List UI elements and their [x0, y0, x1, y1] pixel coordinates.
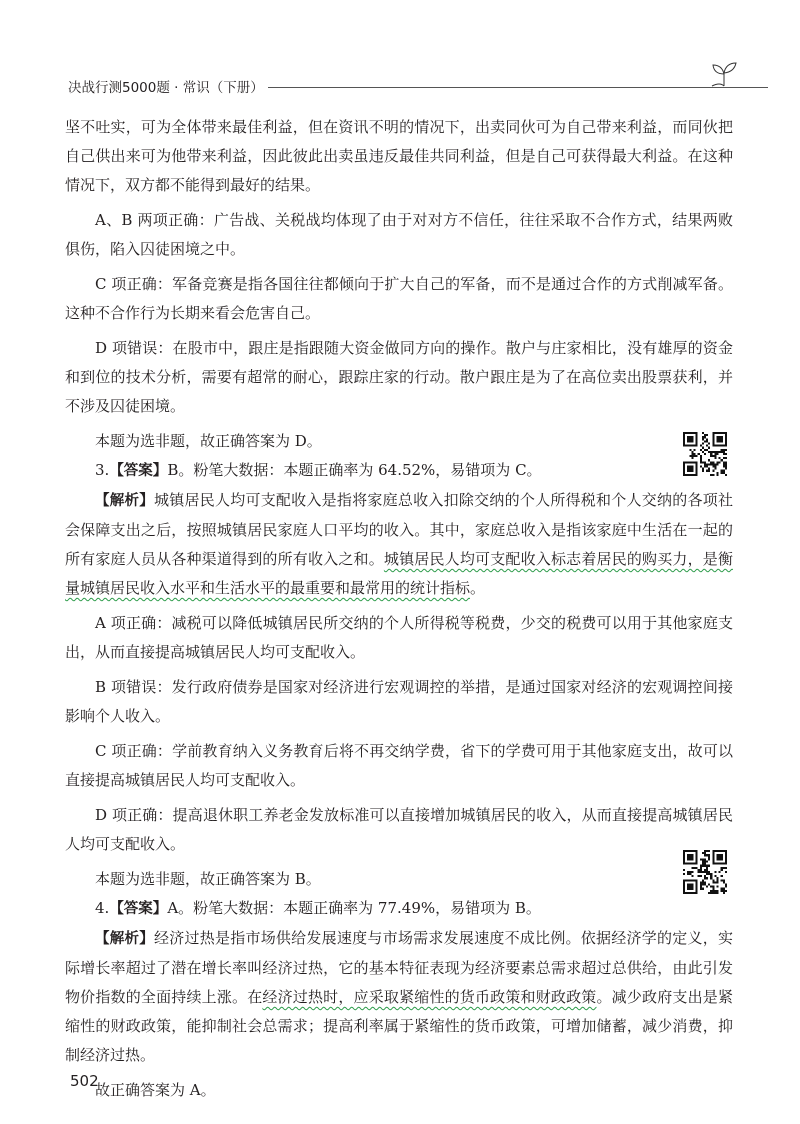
paragraph: B 项错误：发行政府债券是国家对经济进行宏观调控的举措，是通过国家对经济的宏观调控间接影响个人收入。 [65, 678, 733, 725]
qr-code-icon[interactable] [683, 850, 727, 894]
paragraph: D 项正确：提高退休职工养老金发放标准可以直接增加城镇居民的收入，从而直接提高城镇居民人均可支配收入。 [65, 806, 733, 853]
question-number: 3. [95, 461, 110, 479]
highlighted-text: 城镇居民人均可支配收入标志着居民的购买力，是衡量城镇居民收入水平和生活水平的最重要和最常用的统计指标 [65, 550, 733, 597]
book-title: 决战行测5000题 · 常识（下册） [68, 80, 264, 96]
analysis-text: 。减少政府支出是紧缩性的财政政策，能抑制社会总需求；提高利率属于紧缩性的货币政策，可增加储蓄，减少消费，抑制经济过热。 [65, 988, 733, 1064]
qr-pattern [683, 850, 727, 894]
answer-line-q4 [65, 894, 733, 924]
header-rule [268, 87, 768, 88]
answer-text: B。粉笔大数据：本题正确率为 64.52%，易错项为 C。 [167, 461, 542, 479]
highlighted-text: 经济过热时，应采取紧缩性的货币政策和财政政策 [262, 988, 597, 1006]
paragraph: 本题为选非题，故正确答案为 B。 [95, 870, 321, 888]
sprout-icon [710, 60, 740, 88]
qr-pattern [683, 432, 727, 476]
paragraph: C 项正确：军备竞赛是指各国往往都倾向于扩大自己的军备，而不是通过合作的方式削减军备。这种不合作行为长期来看会危害自己。 [65, 275, 733, 322]
page-number: 502 [70, 1072, 99, 1090]
answer-label: 【答案】 [109, 463, 168, 479]
analysis-q3 [65, 486, 733, 603]
paragraph: A 项正确：减税可以降低城镇居民所交纳的个人所得税等税费，少交的税费可以用于其他家庭支出，从而直接提高城镇居民人均可支配收入。 [65, 614, 733, 661]
answer-line-q3 [65, 456, 733, 486]
analysis-text: 经济过热是指市场供给发展速度与市场需求发展速度不成比例。依据经济学的定义，实际增长率超过了潜在增长率叫经济过热，它的基本特征表现为经济要素总需求超过总供给，由此引发物价指数的全面持续上涨。在 [65, 929, 733, 1006]
analysis-label: 【解析】 [95, 493, 154, 509]
paragraph: 故正确答案为 A。 [95, 1081, 216, 1099]
paragraph: A、B 两项正确：广告战、关税战均体现了由于对对方不信任，往往采取不合作方式，结果两败俱伤，陷入囚徒困境之中。 [65, 211, 733, 258]
paragraph: D 项错误：在股市中，跟庄是指跟随大资金做同方向的操作。散户与庄家相比，没有雄厚的资金和到位的技术分析，需要有超常的耐心，跟踪庄家的行动。散户跟庄是为了在高位卖出股票获利，并不涉及囚徒困境。 [65, 339, 733, 415]
page-body [65, 113, 733, 1111]
analysis-text: 。 [470, 579, 486, 597]
answer-label: 【答案】 [109, 901, 168, 917]
running-header [68, 76, 748, 100]
paragraph: 坚不吐实，可为全体带来最佳利益，但在资讯不明的情况下，出卖同伙可为自己带来利益，而同伙把自己供出来可为他带来利益，因此彼此出卖虽违反最佳共同利益，但是自己可获得最大利益。在这种情况下，双方都不能得到最好的结果。 [65, 118, 733, 194]
analysis-text: 城镇居民人均可支配收入是指将家庭总收入扣除交纳的个人所得税和个人交纳的各项社会保障支出之后，按照城镇居民家庭人口平均的收入。其中，家庭总收入是指该家庭中生活在一起的所有家庭人员从各种渠道得到的所有收入之和。 [65, 491, 733, 568]
qr-code-icon[interactable] [683, 432, 727, 476]
analysis-q4 [65, 924, 733, 1070]
paragraph: C 项正确：学前教育纳入义务教育后将不再交纳学费，省下的学费可用于其他家庭支出，故可以直接提高城镇居民人均可支配收入。 [65, 742, 733, 789]
answer-text: A。粉笔大数据：本题正确率为 77.49%，易错项为 B。 [167, 899, 541, 917]
paragraph: 本题为选非题，故正确答案为 D。 [95, 432, 322, 450]
question-number: 4. [95, 899, 110, 917]
analysis-label: 【解析】 [95, 931, 154, 947]
